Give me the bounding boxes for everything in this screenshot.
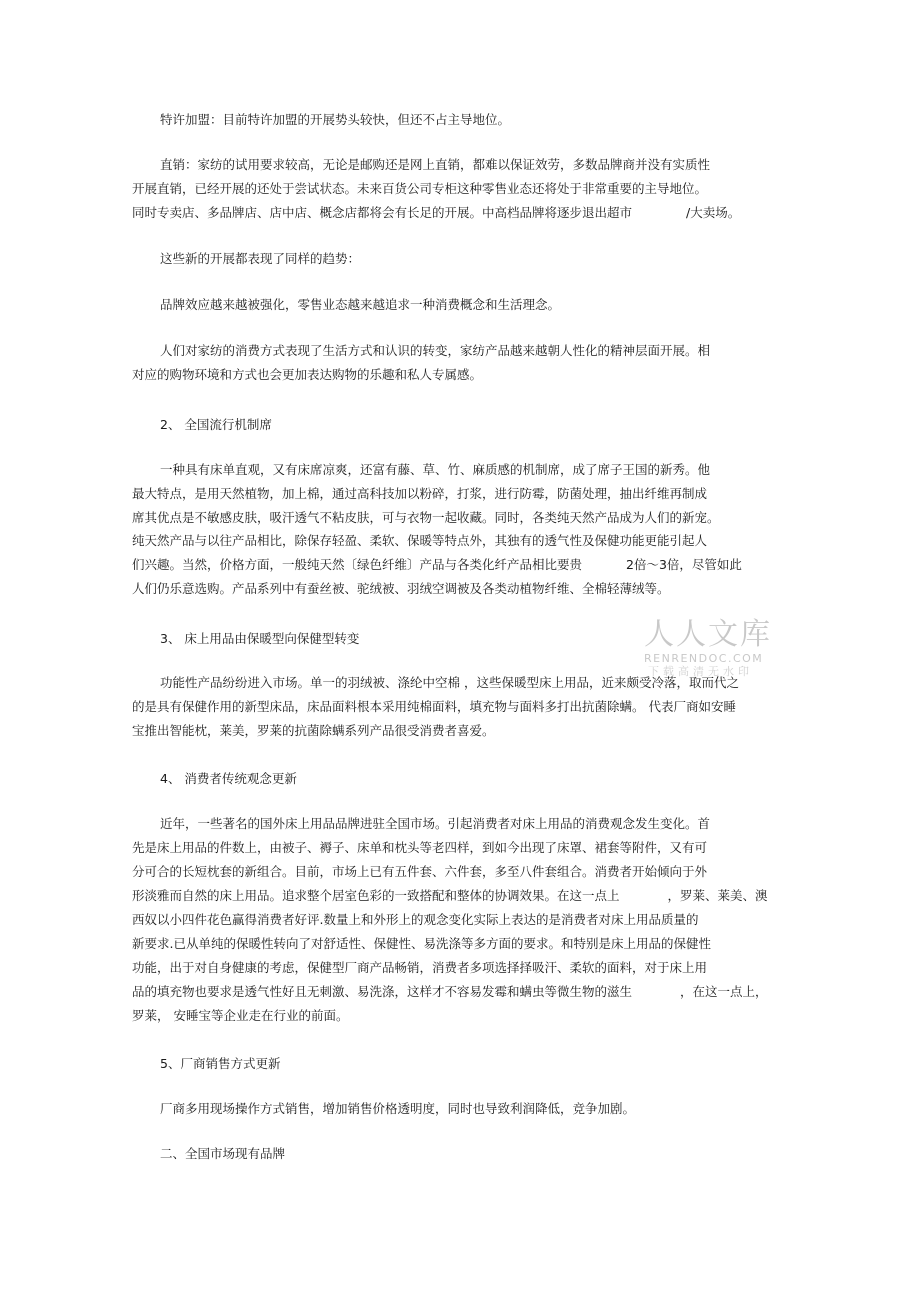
- paragraph-concept-line3: 分可合的长短枕套的新组合。目前，市场上已有五件套、六件套，多至八件套组合。消费者开始倾向于外: [132, 864, 708, 879]
- paragraph-mat-line3: 席其优点是不敏感皮肤，吸汗透气不粘皮肤，可与衣物一起收藏。同时，各类纯天然产品成为人们的新宠。: [132, 510, 720, 525]
- paragraph-direct-sales-line1: 直销：家纺的试用要求较高，无论是邮购还是网上直销，都难以保证效劳，多数品牌商并没有实质性: [160, 157, 711, 172]
- paragraph-mat-line2: 最大特点，是用天然植物，加上棉，通过高科技加以粉碎，打浆，进行防霉，防菌处理，抽出纤维再制成: [132, 486, 708, 501]
- paragraph-concept-line8: [132, 984, 768, 1000]
- text-segment: /大卖场。: [686, 205, 741, 220]
- text-segment: ，在这一点上，: [680, 984, 768, 999]
- paragraph-concept-line7: 功能，出于对自身健康的考虑，保健型厂商产品畅销，消费者多项选择择吸汗、柔软的面料，对于床上用: [132, 960, 708, 975]
- paragraph-mat-line1: 一种具有床单直观，又有床席凉爽，还富有藤、草、竹、麻质感的机制席，成了席子王国的新秀。他: [160, 462, 711, 477]
- text-segment: 形淡雅而自然的床上用品。追求整个居室色彩的一致搭配和整体的协调效果。在这一点上: [132, 888, 620, 903]
- paragraph-concept-line9: 罗莱， 安睡宝等企业走在行业的前面。: [132, 1008, 349, 1023]
- paragraph-brand-effect: 品牌效应越来越被强化，零售业态越来越追求一种消费概念和生活理念。: [160, 297, 561, 312]
- text-segment: 同时专卖店、多品牌店、店中店、概念店都将会有长足的开展。中高档品牌将逐步退出超市: [132, 205, 633, 220]
- paragraph-concept-line5: 西奴以小四件花色赢得消费者好评.数量上和外形上的观念变化实际上表达的是消费者对床上用品质量的: [132, 912, 699, 927]
- section-heading-4: 4、 消费者传统观念更新: [160, 771, 297, 786]
- text-segment: ，罗莱、莱美、澳: [667, 888, 768, 903]
- paragraph-health-line2: 的是具有保健作用的新型床品，床品面料根本采用纯棉面料，填充物与面料多打出抗菌除螨。 代表厂商如安睡: [132, 699, 736, 714]
- paragraph-mat-line4: 纯天然产品与以往产品相比，除保存轻盈、柔软、保暖等特点外，其独有的透气性及保健功能更能引起人: [132, 533, 708, 548]
- section-heading-3: 3、 床上用品由保暖型向保健型转变: [160, 631, 360, 646]
- section-heading-2: 2、 全国流行机制席: [160, 417, 272, 432]
- paragraph-concept-line4: [132, 888, 768, 904]
- watermark-domain: RENRENDOC.COM: [644, 652, 764, 665]
- watermark-subtitle: 下载高清无水印: [648, 665, 753, 678]
- paragraph-sales-mode: 厂商多用现场操作方式销售，增加销售价格透明度，同时也导致利润降低，竞争加剧。: [160, 1101, 636, 1116]
- text-segment: 品的填充物也要求是透气性好且无刺激、易洗涤，这样才不容易发霉和螨虫等微生物的滋生: [132, 984, 633, 999]
- paragraph-consumption-line2: 对应的购物环境和方式也会更加表达购物的乐趣和私人专属感。: [132, 367, 483, 382]
- paragraph-concept-line6: 新要求.已从单纯的保暖性转向了对舒适性、保健性、易洗涤等多方面的要求。和特别是床上用品的保健性: [132, 936, 711, 951]
- paragraph-direct-sales-line3: [132, 205, 740, 221]
- paragraph-consumption-line1: 人们对家纺的消费方式表现了生活方式和认识的转变，家纺产品越来越朝人性化的精神层面开展。相: [160, 343, 711, 358]
- paragraph-health-line3: 宝推出智能枕，莱美，罗莱的抗菌除螨系列产品很受消费者喜爱。: [132, 723, 495, 738]
- paragraph-health-line1: 功能性产品纷纷进入市场。单一的羽绒被、涤纶中空棉 ，这些保暖型床上用品，近来颇受冷落，取而代之: [160, 675, 739, 690]
- paragraph-trend-intro: 这些新的开展都表现了同样的趋势：: [160, 251, 361, 266]
- paragraph-concept-line1: 近年，一些著名的国外床上用品品牌进驻全国市场。引起消费者对床上用品的消费观念发生变化。首: [160, 816, 711, 831]
- paragraph-franchise: 特许加盟：目前特许加盟的开展势头较快，但还不占主导地位。: [160, 112, 511, 127]
- text-segment: 们兴趣。当然，价格方面，一般纯天然〔绿色纤维〕产品与各类化纤产品相比要贵: [132, 557, 583, 572]
- section-heading-5: 5、厂商销售方式更新: [160, 1056, 281, 1071]
- paragraph-direct-sales-line2: 开展直销，已经开展的还处于尝试状态。未来百货公司专柜这种零售业态还将处于非常重要的主导地位。: [132, 181, 708, 196]
- text-segment: 2倍～3倍，尽管如此: [626, 557, 742, 572]
- section-heading-brands: 二、全国市场现有品牌: [160, 1146, 286, 1161]
- paragraph-mat-line5: [132, 557, 742, 573]
- watermark: [644, 618, 784, 678]
- watermark-title: 人人文库: [644, 617, 772, 652]
- paragraph-concept-line2: 先是床上用品的件数上，由被子、褥子、床单和枕头等老四样，到如今出现了床罩、裙套等附件，又有可: [132, 840, 708, 855]
- paragraph-mat-line6: 人们仍乐意选购。产品系列中有蚕丝被、驼绒被、羽绒空调被及各类动植物纤维、全棉轻薄绒等。: [132, 581, 670, 596]
